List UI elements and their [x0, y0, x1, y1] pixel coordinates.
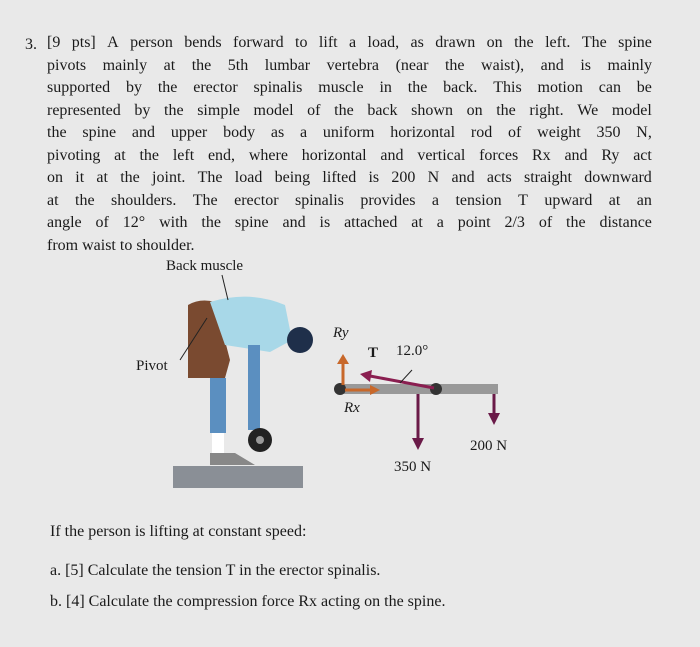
- back-muscle-leader: [222, 275, 228, 300]
- weight-arrow: [412, 438, 424, 450]
- problem-line: supported by the erector spinalis muscle in the back. This motion can be: [47, 79, 652, 96]
- tension-arrow: [360, 370, 372, 382]
- head: [287, 327, 313, 353]
- problem-line: the spine and upper body as a uniform horizontal rod of weight 350 N,: [47, 124, 652, 141]
- weight-label: 350 N: [394, 459, 432, 475]
- ry-arrow: [337, 354, 349, 364]
- rx-label: Rx: [344, 400, 360, 416]
- question-b: b. [4] Calculate the compression force Rx acting on the spine.: [50, 593, 446, 610]
- questions-intro: If the person is lifting at constant speed:: [50, 523, 307, 540]
- problem-number: 3.: [25, 36, 37, 53]
- leg: [210, 378, 226, 433]
- problem-line: on it at the joint. The load being lifted is 200 N and acts straight downward: [47, 169, 652, 186]
- ground-block: [173, 466, 303, 488]
- angle-label: 12.0°: [396, 343, 429, 359]
- load-arrow: [488, 413, 500, 425]
- question-a: a. [5] Calculate the tension T in the erector spinalis.: [50, 562, 381, 579]
- arm: [248, 345, 260, 430]
- problem-line: at the shoulders. The erector spinalis provides a tension T upward at an: [47, 191, 652, 209]
- problem-line: pivots mainly at the 5th lumbar vertebra (near the waist), and is mainly: [47, 56, 652, 74]
- problem-line: pivoting at the left end, where horizontal and vertical forces Rx and Ry act: [47, 146, 652, 164]
- load-label: 200 N: [470, 438, 508, 454]
- pivot-label: Pivot: [136, 358, 168, 374]
- problem-line: from waist to shoulder.: [47, 236, 195, 254]
- back-muscle-label: Back muscle: [166, 258, 244, 274]
- t-label: T: [368, 345, 379, 361]
- shoe: [210, 453, 255, 465]
- problem-line: [9 pts] A person bends forward to lift a load, as drawn on the left. The spine: [47, 34, 652, 51]
- ry-label: Ry: [333, 325, 349, 341]
- problem-line: angle of 12° with the spine and is attached at a point 2/3 of the distance: [47, 214, 652, 231]
- problem-line: represented by the simple model of the back shown on the right. We model: [47, 101, 652, 119]
